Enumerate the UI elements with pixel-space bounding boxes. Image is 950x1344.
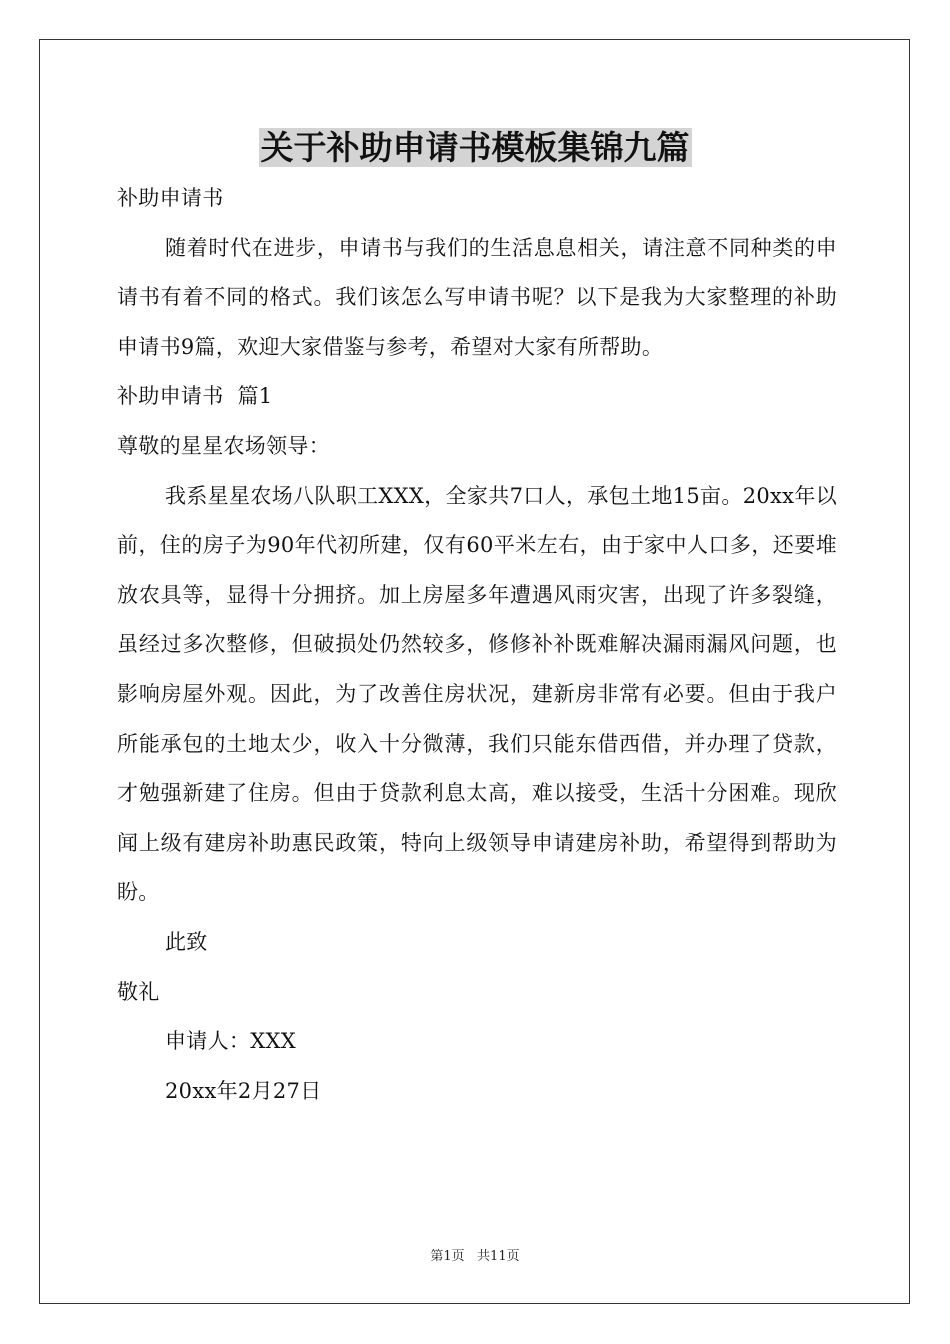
page-indicator: 第1页 共11页	[430, 1249, 520, 1264]
intro-heading: 补助申请书	[117, 186, 224, 210]
page-footer	[0, 1248, 950, 1266]
section-heading: 补助申请书 篇1	[117, 384, 273, 409]
closing-jing-li: 敬礼	[117, 979, 160, 1004]
date-line: 20xx年2月27日	[165, 1078, 322, 1103]
salutation: 尊敬的星星农场领导：	[117, 433, 330, 458]
document-body	[117, 174, 837, 1116]
title-highlight: 关于补助申请书模板集锦九篇	[260, 128, 690, 167]
letter-body: 我系星星农场八队职工XXX，全家共7口人，承包土地15亩。20xx年以前，住的房子为90年代初所建，仅有60平米左右，由于家中人口多，还要堆放农具等，显得十分拥挤。加上房屋多年遭遇风雨灾害，出现了许多裂缝，虽经过多次整修，但破损处仍然较多，修修补补既难解决漏雨漏风问题，也影响房屋外观。因此，为了改善住房状况，建新房非常有必要。但由于我户所能承包的土地太少，收入十分微薄，我们只能东借西借，并办理了贷款，才勉强新建了住房。但由于贷款利息太高，难以接受，生活十分困难。现欣闻上级有建房补助惠民政策，特向上级领导申请建房补助，希望得到帮助为盼。	[117, 483, 837, 905]
intro-paragraph: 随着时代在进步，申请书与我们的生活息息相关，请注意不同种类的申请书有着不同的格式。我们该怎么写申请书呢？以下是我为大家整理的补助申请书9篇，欢迎大家借鉴与参考，希望对大家有所帮助。	[117, 235, 837, 359]
applicant-line: 申请人：XXX	[165, 1029, 296, 1054]
closing-ci-zhi: 此致	[165, 929, 208, 954]
document-title	[0, 126, 950, 170]
